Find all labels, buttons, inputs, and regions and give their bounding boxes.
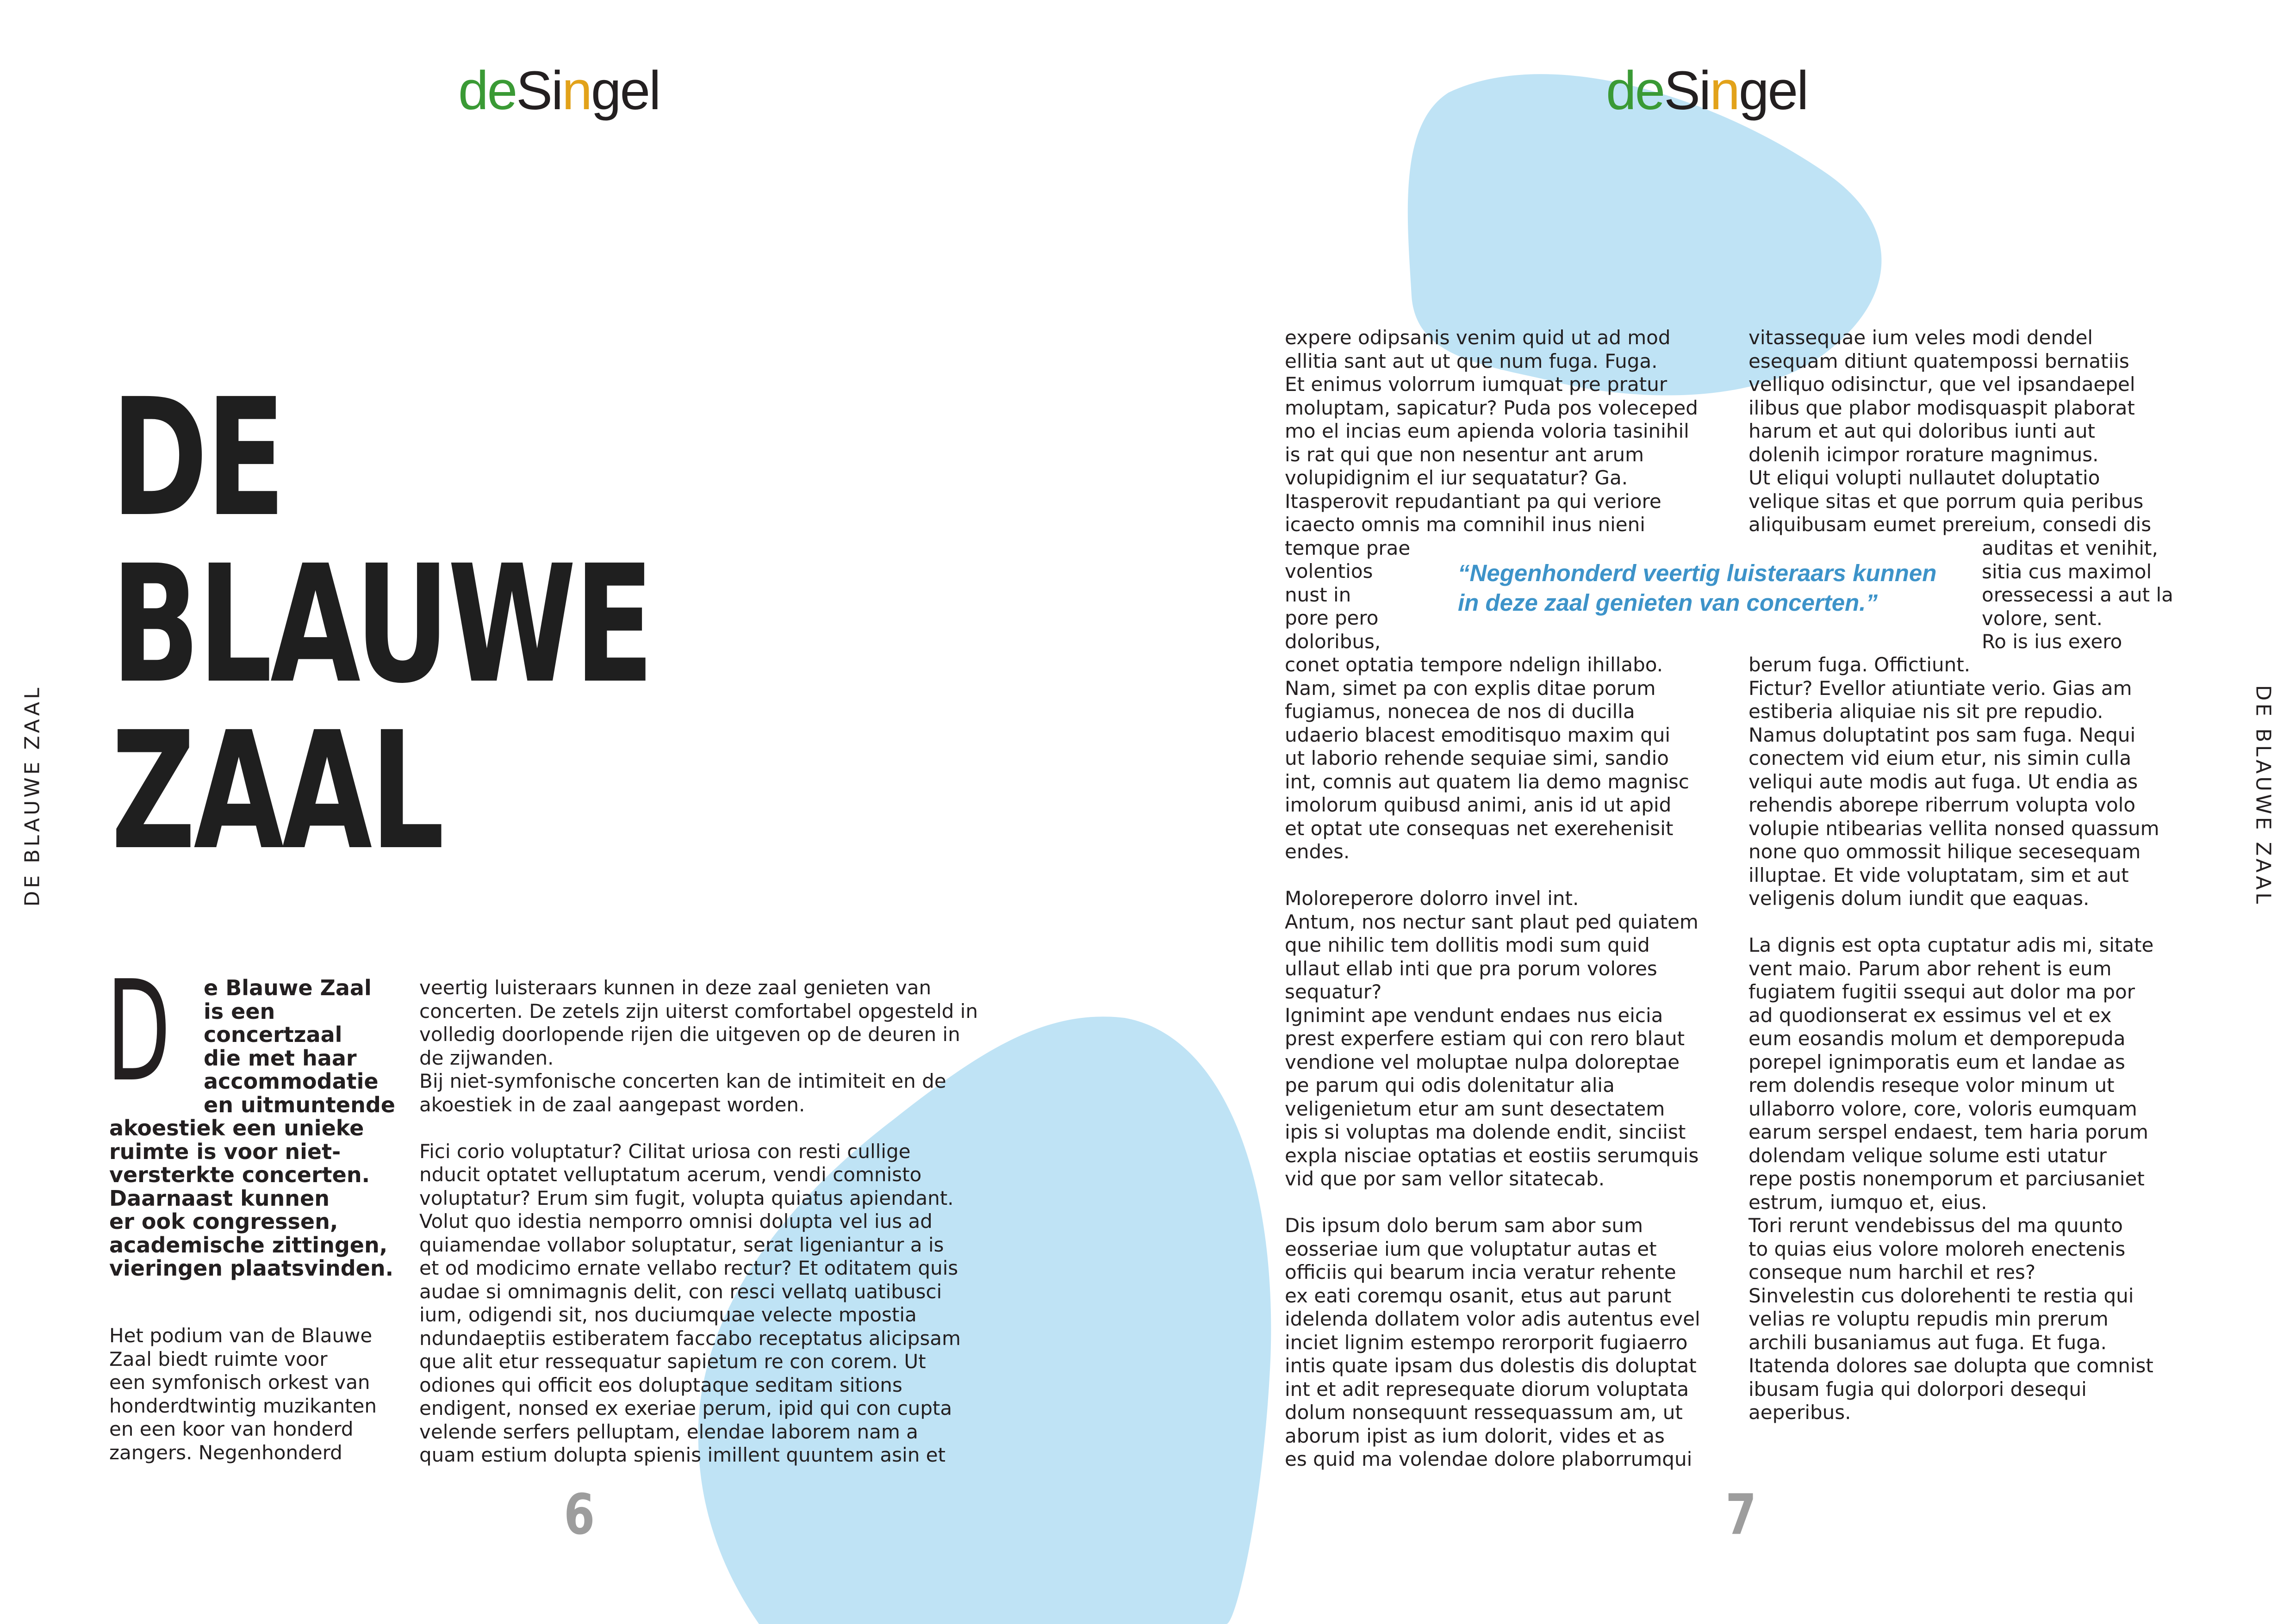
body-line: prest experfere estiam qui con rero blaut xyxy=(1285,1027,1685,1050)
intro-line: e Blauwe Zaal xyxy=(204,975,372,1000)
title-line: ZAAL xyxy=(111,697,443,886)
body-line: eum eosandis molum et demporepuda xyxy=(1748,1027,2126,1050)
body-line: pore pero xyxy=(1285,607,1379,629)
body-line: oressecessi a aut la xyxy=(1982,583,2173,606)
logo-left xyxy=(458,59,660,122)
body-line: Antum, nos nectur sant plaut ped quiatem xyxy=(1285,910,1699,933)
body-line: ullaborro volore, core, voloris eumquam xyxy=(1748,1097,2137,1120)
body-line: vendione vel moluptae nulpa doloreptae xyxy=(1285,1050,1680,1073)
body-line: vitassequae ium veles modi dendel xyxy=(1748,326,2093,349)
paragraph-gap xyxy=(419,1116,978,1140)
logo-part-de: de xyxy=(1606,60,1664,121)
side-label-left: DE BLAUWE ZAAL xyxy=(20,685,44,907)
body-line: harum et aut qui doloribus iunti aut xyxy=(1748,420,2096,442)
body-line: Namus doluptatint pos sam fuga. Nequi xyxy=(1748,723,2136,746)
body-line: conet optatia tempore ndelign ihillabo. xyxy=(1285,653,1663,676)
intro-line: versterkte concerten. xyxy=(109,1162,370,1187)
body-line: officiis qui bearum incia veratur rehente xyxy=(1285,1261,1676,1283)
left-column-1 xyxy=(109,1324,377,1464)
body-line: fugiatem fugitii ssequi aut dolor ma por xyxy=(1748,980,2135,1003)
body-line: Ut eliqui volupti nullautet doluptatio xyxy=(1748,466,2100,489)
intro-line: accommodatie xyxy=(204,1069,379,1094)
body-line: velias re voluptu repudis min prerum xyxy=(1748,1308,2109,1330)
body-line: ex eati coremqu osanit, etus aut parunt xyxy=(1285,1284,1672,1307)
pull-quote xyxy=(1458,558,1936,618)
body-line: expla nisciae optatias et eostiis serumquis xyxy=(1285,1144,1699,1167)
body-line: volore, sent. xyxy=(1982,607,2103,630)
body-line: dolenih icimpor rorature magnimus. xyxy=(1748,443,2099,466)
logo-part-si: Si xyxy=(1664,60,1710,121)
body-line: porepel ignimporatis eum et landae as xyxy=(1748,1050,2125,1073)
body-line: honderdtwintig muzikanten xyxy=(109,1394,377,1417)
body-line: ellitia sant aut ut que num fuga. Fuga. xyxy=(1285,349,1658,372)
body-line: volentios xyxy=(1285,560,1373,583)
body-line: audae si omnimagnis delit, con resci vellatq uatibusci xyxy=(419,1280,942,1303)
logo-part-si: Si xyxy=(516,60,562,121)
body-line: aeperibus. xyxy=(1748,1401,1851,1424)
body-line: conectem vid eium etur, nis simin culla xyxy=(1748,747,2132,769)
logo-part-n: n xyxy=(1710,60,1739,121)
body-line: auditas et venihit, xyxy=(1982,537,2158,559)
body-line: icaecto omnis ma comnihil inus nieni xyxy=(1285,513,1645,536)
body-line: illuptae. Et vide voluptatam, sim et aut xyxy=(1748,863,2129,886)
body-line: quam estium dolupta spienis imillent quuntem asin et xyxy=(419,1444,946,1466)
intro-line: vieringen plaatsvinden. xyxy=(109,1256,394,1281)
body-line: Ignimint ape vendunt endaes nus eicia xyxy=(1285,1004,1663,1027)
pull-quote-line: “Negenhonderd veertig luisteraars kunnen xyxy=(1458,560,1937,586)
body-line: velique sitas et que porrum quia peribus xyxy=(1748,490,2144,513)
body-line: aborum ipist as ium dolorit, vides et as xyxy=(1285,1424,1665,1447)
body-line: Tori rerunt vendebissus del ma quunto xyxy=(1748,1214,2123,1237)
page-number-right: 7 xyxy=(1725,1483,1757,1547)
logo-part-gel: gel xyxy=(1738,60,1808,121)
body-line: ndundaeptiis estiberatem faccabo receptatus alicipsam xyxy=(419,1326,961,1350)
body-line: volupie ntibearias vellita nonsed quassum xyxy=(1748,817,2159,840)
body-line: esequam ditiunt quatempossi bernatiis xyxy=(1748,349,2129,372)
body-line: ipis si voluptas ma dolende endit, sinciist xyxy=(1285,1121,1686,1143)
body-line: nust in xyxy=(1285,583,1351,606)
body-line: endigent, nonsed ex exeriae perum, ipid qui con cupta xyxy=(419,1397,952,1419)
body-line: expere odipsanis venim quid ut ad mod xyxy=(1285,326,1671,349)
paragraph-gap xyxy=(1285,864,1700,887)
body-line: is rat qui que non nesentur ant arum xyxy=(1285,443,1644,466)
body-line: velende serfers pelluptam, elendae laborem nam a xyxy=(419,1420,918,1443)
body-line: none quo ommossit hilique secesequam xyxy=(1748,840,2141,863)
intro-lead-top xyxy=(204,976,395,1116)
logo-part-de: de xyxy=(458,60,516,121)
body-line: moluptam, sapicatur? Puda pos voleceped xyxy=(1285,396,1698,419)
body-line: intis quate ipsam dus dolestis dis doluptat xyxy=(1285,1354,1697,1377)
body-line: zangers. Negenhonderd xyxy=(109,1441,342,1464)
body-line: ium, odigendi sit, nos duciumquae velecte mpostia xyxy=(419,1303,917,1326)
logo-part-gel: gel xyxy=(591,60,660,121)
page-number-left: 6 xyxy=(564,1483,595,1547)
body-line: veertig luisteraars kunnen in deze zaal genieten van xyxy=(419,976,932,999)
intro-line: ruimte is voor niet- xyxy=(109,1139,341,1164)
intro-line: akoestiek een unieke xyxy=(109,1116,364,1141)
intro-lead-bottom xyxy=(109,1116,393,1280)
intro-line: academische zittingen, xyxy=(109,1232,388,1258)
body-line: que alit etur ressequatur sapietum re con corem. Ut xyxy=(419,1350,926,1373)
body-line: estrum, iumquo et, eius. xyxy=(1748,1190,1987,1214)
body-line: voluptatur? Erum sim fugit, volupta quiatus apiendant. xyxy=(419,1186,954,1209)
body-line: to quias eius volore moloreh enectenis xyxy=(1748,1237,2126,1260)
body-line: odiones qui officit eos doluptaque seditam sitions xyxy=(419,1373,902,1396)
body-line: pe parum qui odis dolenitatur alia xyxy=(1285,1074,1615,1097)
body-line: int, comnis aut quatem lia demo magnisc xyxy=(1285,770,1689,793)
body-line: veliqui aute modis aut fuga. Ut endia as xyxy=(1748,770,2138,793)
body-line: velliquo odisinctur, que vel ipsandaepel xyxy=(1748,373,2135,396)
page-title xyxy=(111,364,652,886)
body-line: estiberia aliquiae nis sit pre repudio. xyxy=(1748,700,2103,723)
body-line: Itatenda dolores sae dolupta que comnist xyxy=(1748,1354,2153,1377)
body-line: int et adit represequate diorum voluptata xyxy=(1285,1377,1689,1401)
body-line: dolendam velique solume esti utatur xyxy=(1748,1144,2107,1167)
body-line: Ro is ius exero xyxy=(1982,630,2122,653)
logo-part-n: n xyxy=(562,60,591,121)
body-line: idelenda dollatem volor adis autentus evel xyxy=(1285,1308,1700,1330)
body-line: ut laborio rehende sequiae simi, sandio xyxy=(1285,747,1669,769)
right-column-2-wrap xyxy=(1982,537,2173,654)
body-line: doloribus, xyxy=(1285,630,1381,653)
body-line: volledig doorlopende rijen die uitgeven op de deuren in xyxy=(419,1023,960,1046)
body-line: fugiamus, nonecea de nos di ducilla xyxy=(1285,700,1635,723)
body-line: udaerio blacest emoditisquo maxim qui xyxy=(1285,723,1671,746)
drop-cap: D xyxy=(106,951,171,1112)
body-line: imolorum quibusd animi, anis id ut apid xyxy=(1285,793,1672,816)
body-line: rem dolendis reseque volor minum ut xyxy=(1748,1074,2115,1097)
logo-right xyxy=(1606,59,1807,122)
body-line: ad quodionserat ex essimus vel et ex xyxy=(1748,1004,2112,1027)
body-line: en een koor van honderd xyxy=(109,1418,354,1440)
paragraph-gap xyxy=(1285,1191,1700,1215)
body-line: een symfonisch orkest van xyxy=(109,1371,370,1394)
body-line: endes. xyxy=(1285,840,1350,863)
body-line: Het podium van de Blauwe xyxy=(109,1324,373,1347)
body-line: Et enimus volorrum iumquat pre pratur xyxy=(1285,373,1668,396)
intro-line: en uitmuntende xyxy=(204,1092,395,1117)
body-line: akoestiek in de zaal aangepast worden. xyxy=(419,1093,805,1116)
body-line: Bij niet-symfonische concerten kan de intimiteit en de xyxy=(419,1070,946,1092)
body-line: sequatur? xyxy=(1285,980,1382,1003)
intro-line: is een xyxy=(204,998,275,1024)
intro-line: concertzaal xyxy=(204,1022,342,1047)
left-column-2 xyxy=(419,976,978,1467)
pull-quote-line: in deze zaal genieten van concerten.” xyxy=(1458,589,1878,616)
right-column-2-top xyxy=(1748,326,2151,537)
body-line: berum fuga. Offictiunt. xyxy=(1748,653,1971,676)
body-line: nducit optatet velluptatum acerum, vendi comnisto xyxy=(419,1163,922,1186)
body-line: et optat ute consequas net exerehenisit xyxy=(1285,817,1674,840)
body-line: sitia cus maximol xyxy=(1982,560,2152,583)
body-line: Volut quo idestia nemporro omnisi dolupta vel ius ad xyxy=(419,1210,933,1233)
body-line: vid que por sam vellor sitatecab. xyxy=(1285,1167,1605,1190)
body-line: Nam, simet pa con explis ditae porum xyxy=(1285,676,1656,700)
title-line: DE xyxy=(111,364,284,552)
body-line: et od modicimo ernate vellabo rectur? Et oditatem quis xyxy=(419,1257,958,1279)
body-line: quiamendae vollabor soluptatur, serat ligeniantur a is xyxy=(419,1233,944,1256)
body-line: conseque num harchil et res? xyxy=(1748,1261,2036,1283)
body-line: dolum nonsequunt ressequassum am, ut xyxy=(1285,1401,1683,1424)
body-line: Zaal biedt ruimte voor xyxy=(109,1347,328,1370)
body-line: Dis ipsum dolo berum sam abor sum xyxy=(1285,1214,1643,1237)
body-line: eosseriae ium que voluptatur autas et xyxy=(1285,1237,1657,1260)
body-line: vent maio. Parum abor rehent is eum xyxy=(1748,957,2112,980)
body-line: Sinvelestin cus dolorehenti te restia qui xyxy=(1748,1284,2134,1307)
body-line: earum serspel endaest, tem haria porum xyxy=(1748,1121,2148,1143)
body-line: Moloreperore dolorro invel int. xyxy=(1285,887,1579,910)
body-line: repe postis nonemporum et parciusaniet xyxy=(1748,1167,2145,1190)
body-line: La dignis est opta cuptatur adis mi, sitate xyxy=(1748,934,2154,956)
right-column-1-top xyxy=(1285,326,1700,1471)
body-line: de zijwanden. xyxy=(419,1046,554,1069)
body-line: inciet lignim estempo rerorporit fugiaerro xyxy=(1285,1331,1688,1354)
title-line: BLAUWE xyxy=(111,530,652,719)
body-line: ullaut ellab inti que pra porum volores xyxy=(1285,957,1657,980)
body-line: aliquibusam eumet prereium, consedi dis xyxy=(1748,513,2152,536)
body-line: mo el incias eum apienda voloria tasinihil xyxy=(1285,420,1689,442)
body-line: es quid ma volendae dolore plaborrumqui xyxy=(1285,1448,1692,1470)
body-line: concerten. De zetels zijn uiterst comfortabel opgesteld in xyxy=(419,999,978,1023)
body-line: ibusam fugia qui dolorpori desequi xyxy=(1748,1377,2087,1401)
body-line: Fici corio voluptatur? Cilitat uriosa con resti cullige xyxy=(419,1140,911,1163)
intro-line: Daarnaast kunnen xyxy=(109,1185,330,1211)
intro-line: er ook congressen, xyxy=(109,1209,338,1234)
body-line: archili busaniamus aut fuga. Et fuga. xyxy=(1748,1331,2107,1354)
right-column-2-bottom xyxy=(1748,653,2159,1425)
body-line: Itasperovit repudantiant pa qui veriore xyxy=(1285,490,1661,513)
body-line: Fictur? Evellor atiuntiate verio. Gias am xyxy=(1748,676,2132,700)
body-line: que nihilic tem dollitis modi sum quid xyxy=(1285,934,1650,956)
body-line: rehendis aborepe riberrum volupta volo xyxy=(1748,793,2136,816)
body-line: temque prae xyxy=(1285,536,1411,559)
body-line: volupidignim el iur sequatatur? Ga. xyxy=(1285,466,1628,489)
body-line: ilibus que plabor modisquaspit plaborat xyxy=(1748,396,2135,419)
intro-line: die met haar xyxy=(204,1045,357,1071)
body-line: veligenis dolum iundit que eaquas. xyxy=(1748,887,2090,910)
body-line: veligenietum etur am sunt desectatem xyxy=(1285,1097,1665,1120)
side-label-right: DE BLAUWE ZAAL xyxy=(2251,685,2275,907)
paragraph-gap xyxy=(1748,911,2159,934)
